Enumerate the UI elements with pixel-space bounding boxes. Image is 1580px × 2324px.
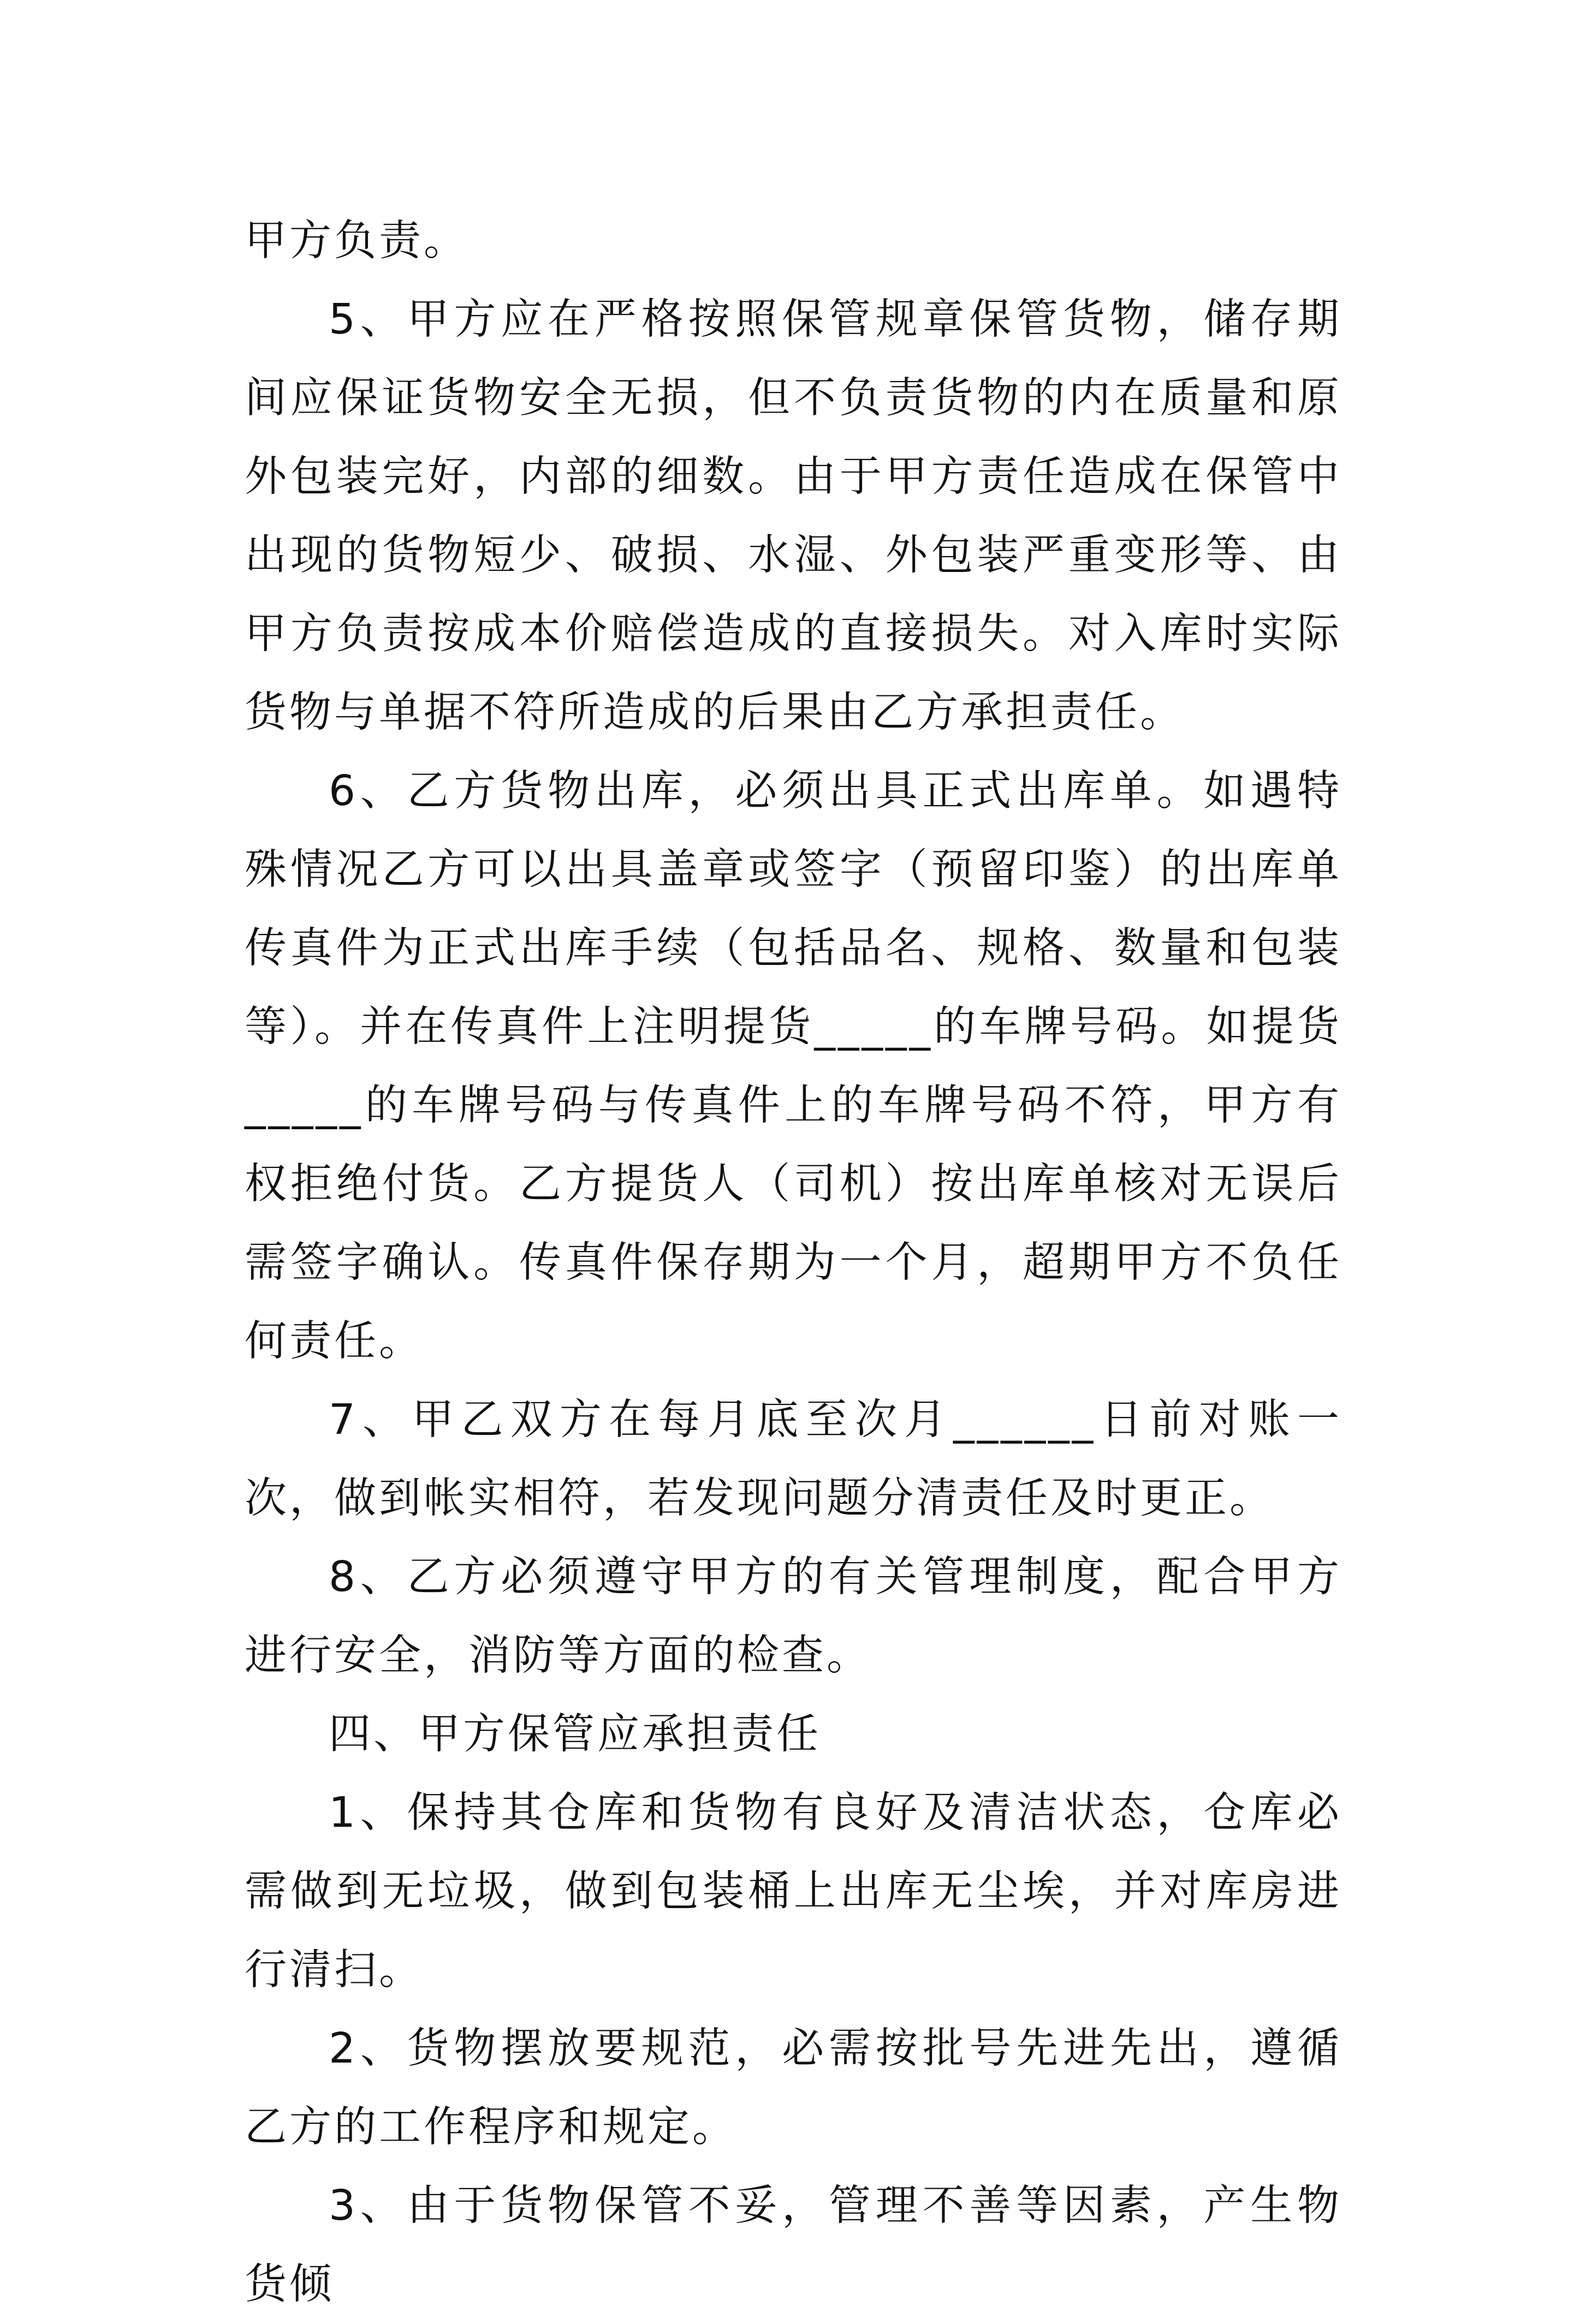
section-4-clause-1: 1、保持其仓库和货物有良好及清洁状态，仓库必需做到无垃圾，做到包装桶上出库无尘埃，并对库房进行清扫。 <box>245 1789 1342 1994</box>
clause-6: 6、乙方货物出库，必须出具正式出库单。如遇特殊情况乙方可以出具盖章或签字（预留印鉴）的出库单传真件为正式出库手续（包括品名、规格、数量和包装等）。并在传真件上注明提货_____的车牌号码。如提货_____的车牌号码与传真件上的车牌号码不符，甲方有权拒绝付货。乙方提货人（司机）按出库单核对无误后需签字确认。传真件保存期为一个月，超期甲方不负任何责任。 <box>245 767 1342 1366</box>
clause-7: 7、甲乙双方在每月底至次月______日前对账一次，做到帐实相符，若发现问题分清责任及时更正。 <box>245 1396 1342 1523</box>
clause-8: 8、乙方必须遵守甲方的有关管理制度，配合甲方进行安全，消防等方面的检查。 <box>245 1553 1342 1680</box>
paragraph-continuation: 甲方负责。 <box>245 217 468 265</box>
section-4-clause-3: 3、由于货物保管不妥，管理不善等因素，产生物货倾 <box>245 2182 1342 2309</box>
section-4-clause-2: 2、货物摆放要规范，必需按批号先进先出，遵循乙方的工作程序和规定。 <box>245 2024 1342 2152</box>
section-heading-4: 四、甲方保管应承担责任 <box>329 1710 821 1759</box>
document-body <box>245 202 1342 2324</box>
clause-5: 5、甲方应在严格按照保管规章保管货物，储存期间应保证货物安全无损，但不负责货物的内在质量和原外包装完好，内部的细数。由于甲方责任造成在保管中出现的货物短少、破损、水湿、外包装严重变形等、由甲方负责按成本价赔偿造成的直接损失。对入库时实际货物与单据不符所造成的后果由乙方承担责任。 <box>245 295 1342 737</box>
